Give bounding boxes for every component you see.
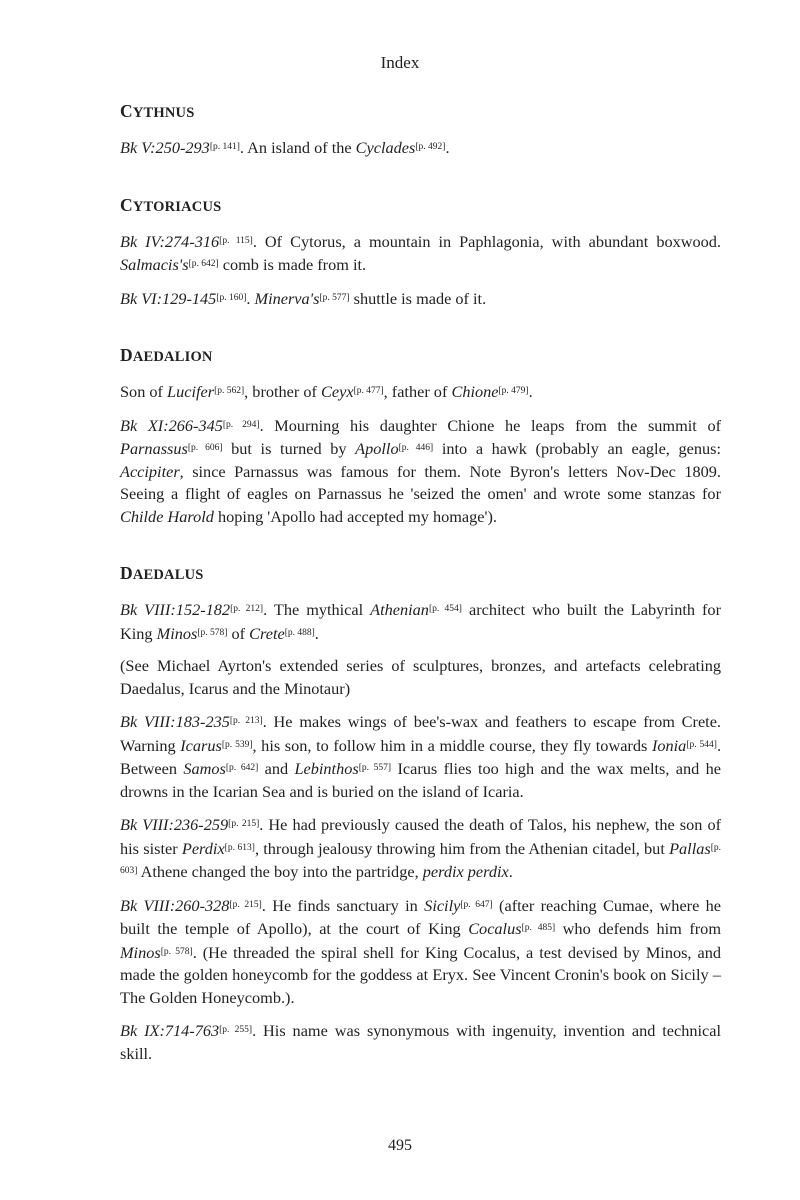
body-text: . (He threaded the spiral shell for King Cocalus, a test devised by Minos, and made the golden honeycomb for the goddess at Eryx. See Vincent Cronin's book on Sicily – The Golden Honeycomb.). — [120, 942, 722, 1007]
page-reference: [p. 606] — [187, 443, 223, 453]
body-text: hoping 'Apollo had accepted my homage'). — [213, 506, 497, 526]
page-reference: [p. 255] — [219, 1025, 253, 1035]
page-reference: [p. 647] — [460, 899, 493, 910]
page-reference: [p. 539] — [221, 739, 253, 750]
entry-paragraph — [120, 655, 721, 700]
italic-text: Childe Harold — [120, 506, 214, 526]
page-reference: [p. 213] — [229, 716, 263, 726]
italic-text: Ionia — [651, 735, 687, 755]
italic-text: Minos — [120, 942, 161, 962]
italic-text: Perdix — [181, 838, 225, 858]
italic-text: Cyclades — [355, 138, 416, 157]
body-text: , since Parnassus was famous for them. Note Byron's letters Nov-Dec 1809. Seeing a flight of eagles on Parnassus he 'seized the omen' and wrote some stanzas for — [120, 461, 721, 503]
italic-text: Salmacis's — [120, 255, 189, 274]
page-reference: [p. 160] — [216, 292, 247, 303]
page-reference: [p. 544] — [686, 739, 717, 750]
entry-headword — [120, 344, 721, 368]
body-text: . — [508, 862, 513, 881]
page-reference: [p. 294] — [222, 419, 260, 430]
italic-text: Accipiter — [120, 461, 180, 481]
italic-text: Bk VIII:183-235 — [120, 712, 230, 731]
entry-paragraph — [120, 813, 721, 884]
headword-initial: C — [120, 101, 133, 121]
italic-text: perdix perdix — [422, 862, 509, 881]
italic-text: Bk VIII:236-259 — [120, 815, 229, 834]
index-entry — [120, 562, 721, 1065]
body-text: into a hawk (probably an eagle, genus: — [433, 439, 722, 458]
page-reference: [p. 642] — [225, 763, 259, 773]
italic-text: Lebinthos — [294, 759, 359, 778]
body-text: Athene changed the boy into the partridge, — [137, 862, 423, 881]
body-text: . — [445, 138, 450, 157]
italic-text: Cocalus — [468, 919, 522, 938]
body-text: . — [528, 382, 533, 401]
page-reference: [p. 477] — [353, 386, 384, 396]
body-text: . — [314, 623, 319, 643]
headword-initial: C — [120, 194, 133, 215]
italic-text: Icarus — [180, 735, 222, 755]
italic-text: Pallas — [669, 838, 711, 858]
entry-paragraph — [120, 414, 721, 529]
page-reference: [p. 578] — [197, 627, 228, 638]
italic-text: Bk IX:714-763 — [120, 1021, 220, 1040]
body-text: , through jealousy throwing him from the Athenian citadel, but — [254, 838, 670, 858]
page-reference: [p. 115] — [219, 235, 253, 246]
page-reference: [p. 485] — [521, 923, 556, 933]
body-text: . — [246, 288, 255, 308]
italic-text: Apollo — [355, 439, 399, 458]
index-entry — [120, 344, 721, 528]
entry-paragraph — [120, 710, 721, 803]
page-reference: [p. 577] — [319, 292, 350, 303]
body-text: comb is made from it. — [218, 255, 367, 274]
entry-paragraph — [120, 380, 721, 404]
entry-paragraph — [120, 287, 721, 311]
italic-text: Crete — [249, 623, 285, 643]
page-reference: [p. 613] — [224, 842, 255, 853]
body-text: but is turned by — [222, 439, 356, 458]
body-text: and — [258, 759, 295, 778]
italic-text: Athenian — [370, 600, 429, 619]
entry-paragraph — [120, 136, 721, 160]
entry-headword — [120, 100, 721, 124]
body-text: . An island of the — [239, 138, 356, 157]
italic-text: Sicily — [424, 895, 461, 915]
page-reference: [p. 215] — [228, 819, 260, 829]
entry-paragraph — [120, 230, 721, 277]
body-text: Icarus flies too high and the wax melts, and he drowns in the Icarian Sea and is buried on the island of Icaria. — [120, 759, 722, 801]
italic-text: Bk XI:266-345 — [120, 415, 223, 435]
body-text: , brother of — [244, 382, 322, 401]
page-reference: [p. 603] — [120, 842, 722, 876]
headword-rest: YTORIACUS — [132, 198, 222, 215]
page-reference: [p. 446] — [398, 443, 434, 453]
body-text: . He makes wings of bee's-wax and feathers to escape from Crete. Warning — [120, 712, 722, 755]
headword-rest: AEDALUS — [132, 567, 204, 583]
body-text: . He finds sanctuary in — [261, 895, 425, 915]
italic-text: Minos — [156, 623, 198, 643]
body-text: . Mourning his daughter Chione he leaps from the summit of — [259, 415, 722, 435]
page-reference: [p. 212] — [230, 604, 264, 614]
page-reference: [p. 141] — [209, 142, 240, 152]
entry-paragraph — [120, 598, 721, 645]
body-text: , his son, to follow him in a middle course, they fly towards — [252, 735, 652, 755]
italic-text: Lucifer — [167, 382, 215, 401]
page-reference: [p. 492] — [415, 142, 446, 152]
body-text: shuttle is made of it. — [349, 288, 487, 308]
body-text: (after reaching Cumae, where he built the temple of Apollo), at the court of King — [120, 895, 722, 938]
body-text: . His name was synonymous with ingenuity, invention and technical skill. — [120, 1021, 722, 1063]
italic-text: Minerva's — [254, 288, 320, 308]
index-content — [120, 100, 721, 1099]
entry-paragraph — [120, 1019, 721, 1065]
headword-rest: YTHNUS — [132, 105, 195, 121]
italic-text: Samos — [183, 759, 226, 778]
page-reference: [p. 578] — [160, 946, 193, 957]
body-text: who defends him from — [555, 919, 721, 938]
body-text: , father of — [383, 382, 452, 401]
italic-text: Bk V:250-293 — [120, 138, 210, 157]
italic-text: Bk VIII:260-328 — [120, 895, 230, 915]
entry-paragraph — [120, 894, 721, 1010]
page-number: 495 — [388, 1137, 412, 1154]
page-reference: [p. 557] — [358, 763, 392, 773]
entry-headword — [120, 562, 721, 586]
body-text: architect who built the Labyrinth for King — [120, 600, 721, 643]
body-text: . The mythical — [263, 600, 371, 619]
body-text: of — [227, 623, 250, 643]
italic-text: Bk VIII:152-182 — [120, 600, 231, 619]
page-reference: [p. 488] — [284, 627, 315, 638]
body-text: Son of — [120, 382, 168, 401]
running-header: Index — [380, 53, 420, 72]
page-reference: [p. 454] — [428, 604, 462, 614]
headword-initial: D — [120, 563, 133, 583]
page-reference: [p. 479] — [498, 386, 529, 396]
body-text: . He had previously caused the death of Talos, his nephew, the son of his sister — [120, 815, 722, 858]
body-text: . Between — [120, 735, 722, 778]
headword-initial: D — [120, 345, 133, 365]
page-reference: [p. 562] — [214, 386, 245, 396]
body-text: . Of Cytorus, a mountain in Paphlagonia, with abundant boxwood. — [252, 231, 721, 251]
page-reference: [p. 215] — [229, 899, 262, 910]
index-entry — [120, 194, 721, 311]
body-text: (See Michael Ayrton's extended series of sculptures, bronzes, and artefacts celebrating Daedalus, Icarus and the Minotaur) — [120, 656, 721, 698]
italic-text: Ceyx — [321, 382, 354, 401]
entry-headword — [120, 194, 721, 218]
page-reference: [p. 642] — [188, 259, 219, 269]
italic-text: Chione — [451, 382, 499, 401]
italic-text: Bk VI:129-145 — [120, 288, 217, 308]
italic-text: Bk IV:274-316 — [120, 231, 220, 251]
index-entry — [120, 100, 721, 160]
italic-text: Parnassus — [120, 439, 188, 458]
headword-rest: AEDALION — [132, 349, 213, 365]
